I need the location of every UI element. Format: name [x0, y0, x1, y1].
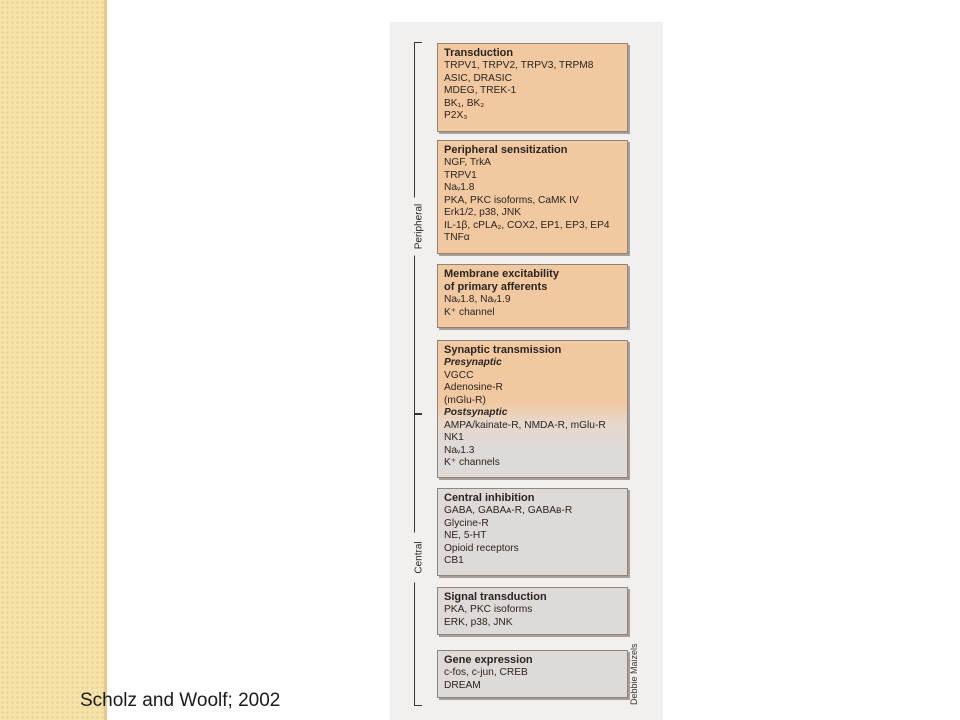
box-item: NK1 — [444, 432, 464, 443]
box-item: PKA, PKC isoforms — [444, 604, 533, 615]
synaptic-transmission-box — [437, 340, 628, 478]
box-item: K⁺ channel — [444, 306, 495, 318]
box-item: CB1 — [444, 555, 464, 566]
box-title: Transduction — [444, 47, 514, 59]
box-item: Naᵥ1.3 — [444, 444, 475, 456]
box-item: BK₁, BK₂ — [444, 97, 485, 109]
box-item: IL-1β, cPLA₂, COX2, EP1, EP3, EP4 — [444, 219, 610, 231]
sidebar-edge — [104, 0, 107, 720]
box-item: PKA, PKC isoforms, CaMK IV — [444, 194, 579, 206]
box-item: ERK, p38, JNK — [444, 616, 513, 628]
transduction-box — [437, 43, 628, 132]
box-item: DREAM — [444, 679, 481, 691]
box-title: Central inhibition — [444, 492, 535, 504]
box-item: Adenosine-R — [444, 382, 503, 393]
box-item: Glycine-R — [444, 517, 489, 529]
box-item: AMPA/kainate-R, NMDA-R, mGlu-R — [444, 419, 606, 431]
box-item: P2X₃ — [444, 110, 468, 121]
box-item: TRPV1, TRPV2, TRPV3, TRPM8 — [444, 60, 594, 71]
illustrator-credit: Debbie Maizels — [629, 643, 639, 705]
signal-transduction-box — [437, 587, 628, 635]
membrane-excitability-box — [437, 264, 628, 328]
box-title: Synaptic transmission — [444, 344, 562, 356]
peripheral-label: Peripheral — [414, 198, 425, 256]
box-title: Peripheral sensitization — [444, 144, 568, 156]
box-item: TRPV1 — [444, 169, 477, 181]
postsynaptic-label: Postsynaptic — [444, 407, 508, 418]
box-item: GABA, GABAᴀ-R, GABAʙ-R — [444, 505, 573, 516]
box-title-line2: of primary afferents — [444, 281, 548, 293]
peripheral-sensitization-box — [437, 140, 628, 254]
box-item: Erk1/2, p38, JNK — [444, 207, 522, 218]
box-item: (mGlu-R) — [444, 394, 486, 406]
box-item: K⁺ channels — [444, 457, 500, 468]
box-item: MDEG, TREK-1 — [444, 85, 517, 96]
box-item: c-fos, c-jun, CREB — [444, 667, 528, 678]
slide-caption: Scholz and Woolf; 2002 — [80, 690, 281, 711]
box-title: Signal transduction — [444, 591, 547, 603]
box-title: Gene expression — [444, 654, 533, 666]
box-title: Membrane excitability — [444, 268, 559, 280]
box-item: NE, 5-HT — [444, 530, 487, 541]
box-item: Naᵥ1.8 — [444, 182, 475, 193]
presynaptic-label: Presynaptic — [444, 357, 502, 368]
central-inhibition-box — [437, 488, 628, 576]
box-item: TNFα — [444, 232, 470, 243]
pain-mechanisms-figure — [390, 22, 663, 720]
decorative-sidebar — [0, 0, 106, 720]
central-label: Central — [414, 533, 425, 583]
box-item: NGF, TrkA — [444, 157, 491, 168]
box-item: VGCC — [444, 369, 474, 381]
box-item: Naᵥ1.8, Naᵥ1.9 — [444, 294, 511, 305]
gene-expression-box — [437, 650, 628, 698]
box-item: ASIC, DRASIC — [444, 72, 512, 84]
box-item: Opioid receptors — [444, 542, 519, 554]
